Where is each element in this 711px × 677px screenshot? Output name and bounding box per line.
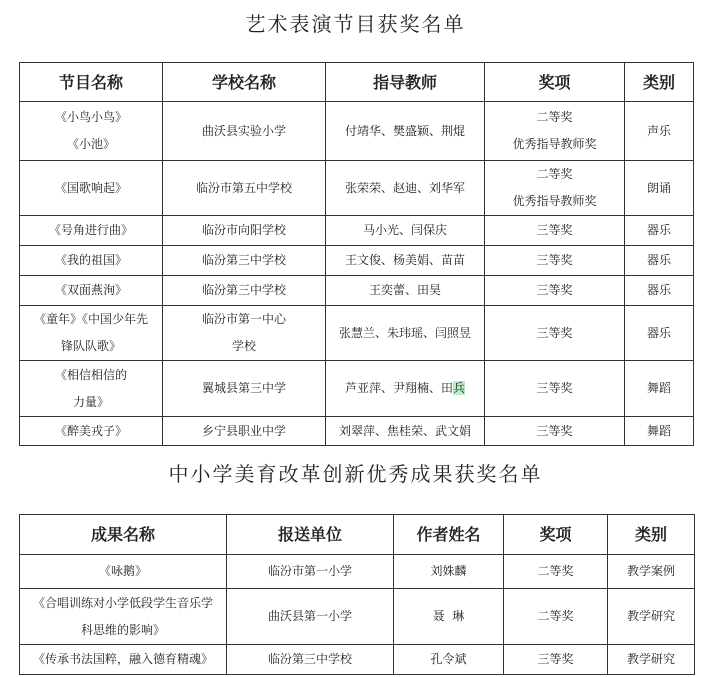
result-name: 《传承书法国粹，融入德育精魂》 [20, 645, 227, 675]
school-name: 翼城县第三中学 [163, 361, 326, 417]
submitting-unit: 曲沃县第一小学 [227, 589, 394, 645]
col-header-award: 奖项 [504, 515, 608, 555]
teacher-names: 付靖华、樊盛颖、荆焜 [326, 102, 485, 161]
category: 舞蹈 [625, 361, 694, 417]
category: 声乐 [625, 102, 694, 161]
col-header-program: 节目名称 [20, 63, 163, 102]
table-row [20, 161, 694, 216]
result-name: 《咏鹅》 [20, 555, 227, 589]
teacher-names: 张慧兰、朱玮瑶、闫照昱 [326, 306, 485, 361]
category: 器乐 [625, 306, 694, 361]
award: 三等奖 [485, 246, 625, 276]
program-name: 《小鸟小鸟》 《小池》 [20, 102, 163, 161]
table-row [20, 645, 695, 675]
teacher-names: 马小光、闫保庆 [326, 216, 485, 246]
submitting-unit: 临汾第三中学校 [227, 645, 394, 675]
award: 三等奖 [504, 645, 608, 675]
award: 二等奖 优秀指导教师奖 [485, 161, 625, 216]
table-row [20, 417, 694, 446]
col-header-unit: 报送单位 [227, 515, 394, 555]
awards-table-performance [19, 62, 694, 446]
school-name: 曲沃县实验小学 [163, 102, 326, 161]
table-row [20, 246, 694, 276]
school-name: 乡宁县职业中学 [163, 417, 326, 446]
col-header-teacher: 指导教师 [326, 63, 485, 102]
col-header-award: 奖项 [485, 63, 625, 102]
author-name: 孔令斌 [394, 645, 504, 675]
school-name: 临汾市第五中学校 [163, 161, 326, 216]
program-name: 《国歌响起》 [20, 161, 163, 216]
teacher-names: 张荣荣、赵迪、刘华军 [326, 161, 485, 216]
teacher-names: 王奕蕾、田昊 [326, 276, 485, 306]
col-header-school: 学校名称 [163, 63, 326, 102]
category: 朗诵 [625, 161, 694, 216]
program-name: 《醉美戎子》 [20, 417, 163, 446]
col-header-category: 类别 [625, 63, 694, 102]
award: 二等奖 [504, 555, 608, 589]
school-name: 临汾第三中学校 [163, 246, 326, 276]
school-name: 临汾市向阳学校 [163, 216, 326, 246]
awards-table-research [19, 514, 695, 675]
award: 二等奖 优秀指导教师奖 [485, 102, 625, 161]
table-row [20, 589, 695, 645]
table-row [20, 555, 695, 589]
teacher-names: 王文俊、杨美娟、苗苗 [326, 246, 485, 276]
author-name: 聂 琳 [394, 589, 504, 645]
col-header-result: 成果名称 [20, 515, 227, 555]
teacher-names: 刘翠萍、焦桂荣、武文娟 [326, 417, 485, 446]
table2-title: 中小学美育改革创新优秀成果获奖名单 [168, 462, 543, 486]
program-name: 《号角进行曲》 [20, 216, 163, 246]
category: 教学研究 [608, 589, 695, 645]
table1-title: 艺术表演节目获奖名单 [245, 12, 466, 36]
table-row [20, 276, 694, 306]
category: 教学研究 [608, 645, 695, 675]
table-header-row [20, 63, 694, 102]
school-name: 临汾市第一中心 学校 [163, 306, 326, 361]
award: 三等奖 [485, 306, 625, 361]
table-row [20, 216, 694, 246]
text-selection-highlight: 兵 [453, 381, 466, 395]
result-name: 《合唱训练对小学低段学生音乐学 科思维的影响》 [20, 589, 227, 645]
col-header-category: 类别 [608, 515, 695, 555]
award: 三等奖 [485, 361, 625, 417]
program-name: 《我的祖国》 [20, 246, 163, 276]
table-header-row [20, 515, 695, 555]
school-name: 临汾第三中学校 [163, 276, 326, 306]
award: 三等奖 [485, 216, 625, 246]
table-row [20, 361, 694, 417]
category: 舞蹈 [625, 417, 694, 446]
program-name: 《双面燕洵》 [20, 276, 163, 306]
category: 器乐 [625, 276, 694, 306]
award: 三等奖 [485, 417, 625, 446]
teacher-names-text: 芦亚萍、尹翔楠、田兵 [344, 381, 466, 395]
award: 三等奖 [485, 276, 625, 306]
category: 器乐 [625, 246, 694, 276]
program-name: 《相信相信的 力量》 [20, 361, 163, 417]
award: 二等奖 [504, 589, 608, 645]
submitting-unit: 临汾市第一小学 [227, 555, 394, 589]
col-header-author: 作者姓名 [394, 515, 504, 555]
category: 教学案例 [608, 555, 695, 589]
teacher-names [326, 361, 485, 417]
table-row [20, 306, 694, 361]
author-name: 刘姝麟 [394, 555, 504, 589]
table-row [20, 102, 694, 161]
program-name: 《童年》《中国少年先 锋队队歌》 [20, 306, 163, 361]
category: 器乐 [625, 216, 694, 246]
